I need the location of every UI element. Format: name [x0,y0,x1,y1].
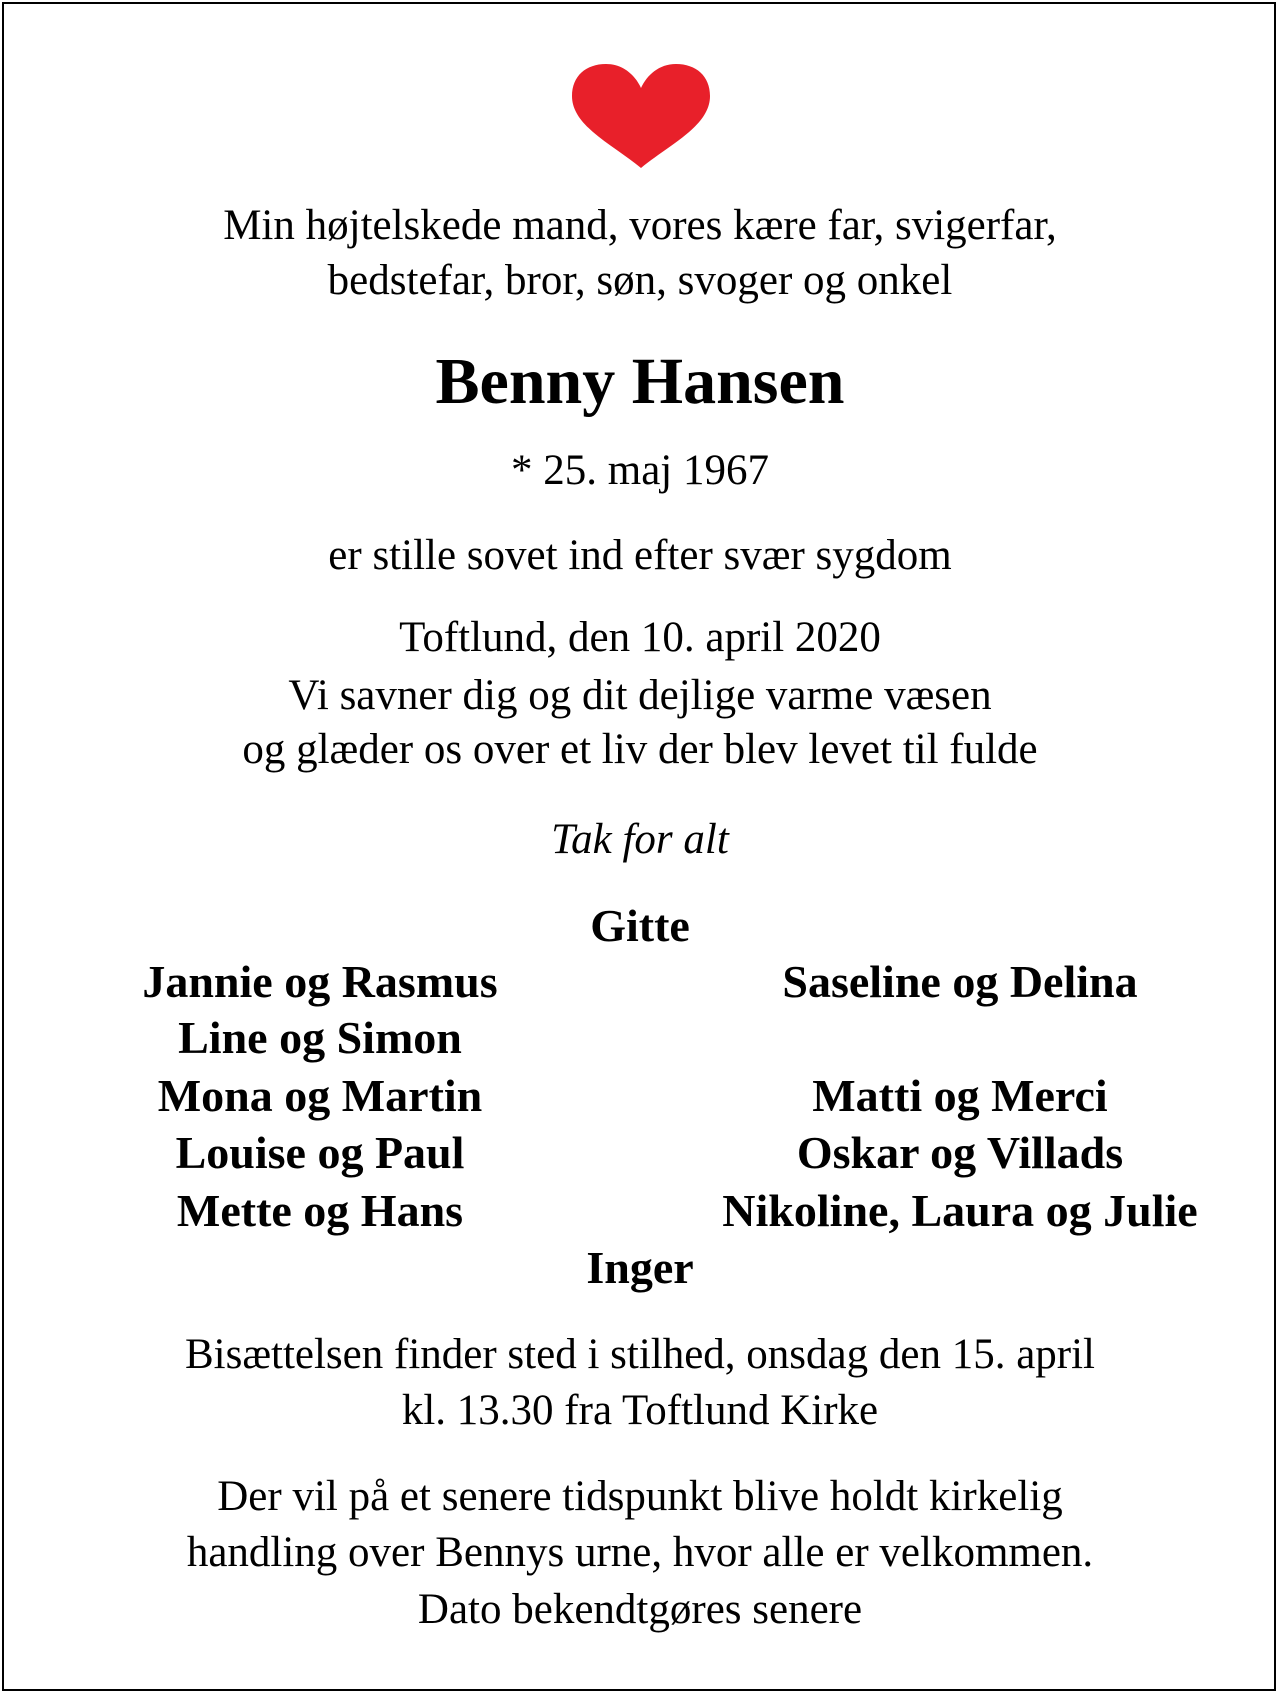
notice-line-1: Der vil på et senere tidspunkt blive holdt kirkelig [217,1473,1063,1520]
signature-right-3: Matti og Merci [812,1070,1108,1121]
signature-right-1: Saseline og Delina [782,956,1138,1007]
funeral-line-1: Bisættelsen finder sted i stilhed, onsdag den 15. april [184,1331,1096,1378]
notice-line-3: Dato bekendtgøres senere [417,1586,863,1633]
signature-left-3: Mona og Martin [157,1070,483,1121]
funeral-line-2: kl. 13.30 fra Toftlund Kirke [401,1387,879,1434]
signature-left-1: Jannie og Rasmus [142,956,498,1007]
place-date: Toftlund, den 10. april 2020 [399,614,881,661]
intro-line-2: bedstefar, bror, søn, svoger og onkel [327,257,953,304]
signature-right-4: Oskar og Villads [796,1127,1124,1178]
intro-line-1: Min højtelskede mand, vores kære far, svigerfar, [223,202,1057,249]
signature-top: Gitte [590,900,690,951]
birth-date: * 25. maj 1967 [511,447,769,494]
notice-line-2: handling over Bennys urne, hvor alle er velkommen. [186,1529,1094,1576]
signature-bottom: Inger [586,1242,694,1293]
passing-text: er stille sovet ind efter svær sygdom [328,532,952,579]
message-line-1: Vi savner dig og dit dejlige varme væsen [288,672,992,719]
signature-right-5: Nikoline, Laura og Julie [722,1185,1198,1236]
heart-icon [568,62,714,170]
signature-left-2: Line og Simon [178,1012,462,1063]
thanks-text: Tak for alt [551,816,729,863]
deceased-name: Benny Hansen [435,345,845,418]
signature-left-4: Louise og Paul [175,1127,465,1178]
message-line-2: og glæder os over et liv der blev levet til fulde [242,726,1038,773]
signature-left-5: Mette og Hans [176,1185,464,1236]
